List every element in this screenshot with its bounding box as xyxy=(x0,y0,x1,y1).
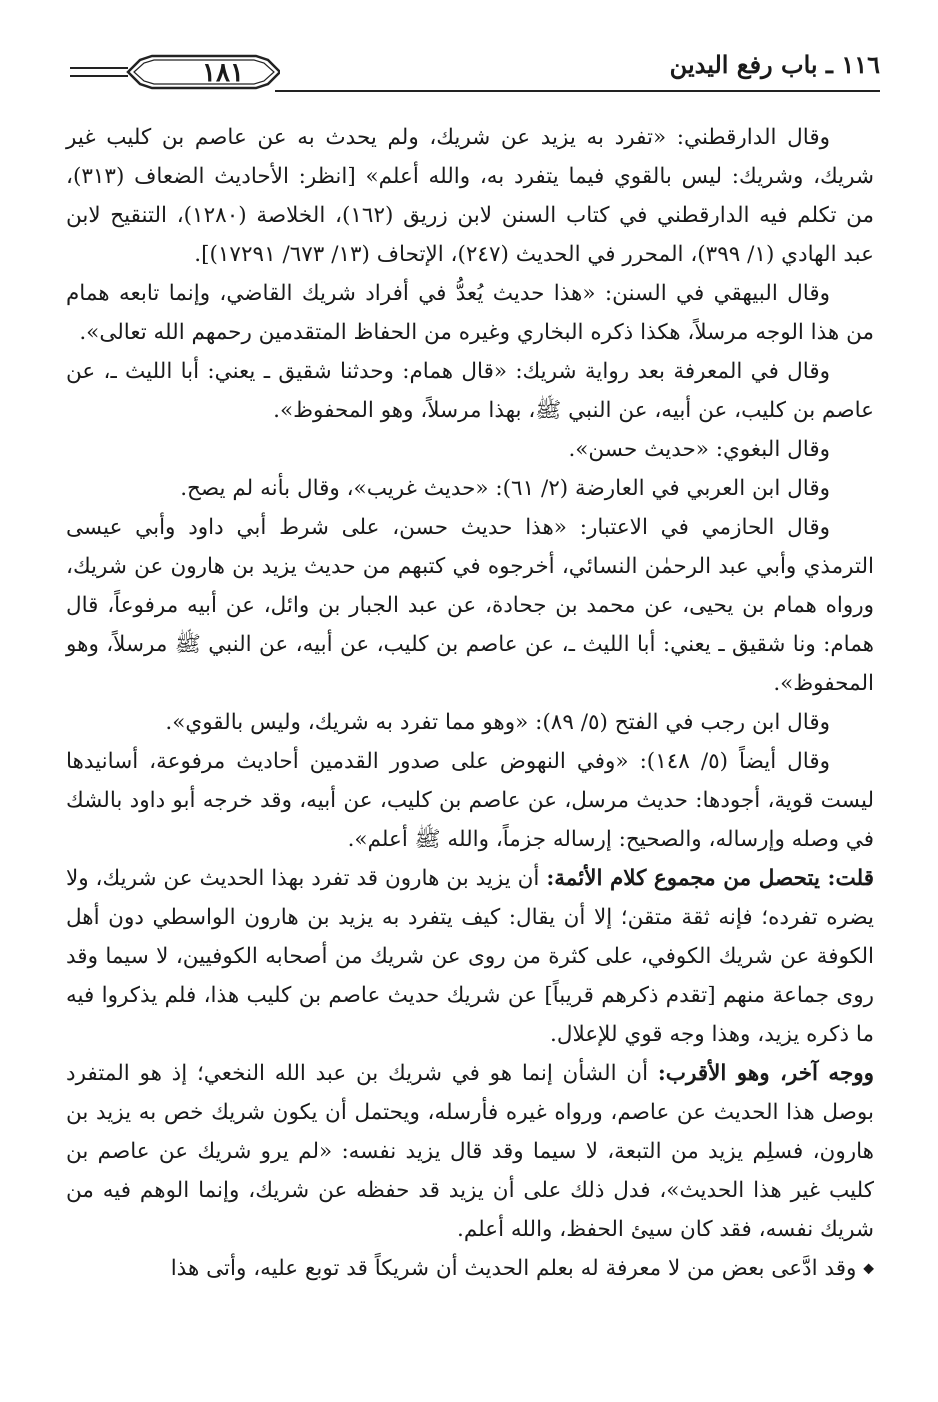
paragraph-ibn-arabi xyxy=(66,469,874,508)
paragraph-conclusion xyxy=(66,859,874,1054)
paragraph-text: وقال الحازمي في الاعتبار: «هذا حديث حسن، على شرط أبي داود وأبي عيسى الترمذي وأبي عبد الرحمٰن النسائي، أخرجوه في كتبهم من حديث يزيد بن هارون عن شريك، ورواه همام بن يحيى، عن محمد بن جحادة، عن عبد الجبار بن وائل، عن أبيه مرفوعاً، قال همام: ونا شقيق ـ يعني: أبا الليث ـ، عن عاصم بن كليب، عن أبيه، عن النبي ﷺ مرسلاً، وهو المحفوظ». xyxy=(66,515,874,696)
paragraph-lead: قلت: يتحصل من مجموع كلام الأئمة: xyxy=(546,866,874,891)
paragraph-ibn-rajab-2 xyxy=(66,742,874,859)
paragraph-text: أن الشأن إنما هو في شريك بن عبد الله النخعي؛ إذ هو المتفرد بوصل هذا الحديث عن عاصم، ورواه غيره فأرسله، ويحتمل أن يكون شريك خص به يزيد بن هارون، فسلِم يزيد من التبعة، لا سيما وقد قال يزيد نفسه: «لم يرو شريك عن عاصم بن كليب غير هذا الحديث»، فدل ذلك على أن يزيد قد حفظه عن شريك، وإنما الوهم فيه من شريك نفسه، فقد كان سيئ الحفظ، والله أعلم. xyxy=(66,1061,874,1242)
paragraph-text: وقال البيهقي في السنن: «هذا حديث يُعدُّ في أفراد شريك القاضي، وإنما تابعه همام من هذا الوجه مرسلاً، هكذا ذكره البخاري وغيره من الحفاظ المتقدمين رحمهم الله تعالى». xyxy=(66,281,874,345)
header-rule xyxy=(275,90,880,92)
main-text xyxy=(66,118,874,1289)
running-title: ١١٦ ـ باب رفع اليدين xyxy=(669,50,880,79)
page-number: ١٨١ xyxy=(202,58,244,88)
paragraph-daraqutni xyxy=(66,118,874,274)
paragraph-text: وقال ابن العربي في العارضة (٢/ ٦١): «حديث غريب»، وقال بأنه لم يصح. xyxy=(180,476,830,501)
paragraph-marifa xyxy=(66,352,874,430)
paragraph-other-view xyxy=(66,1054,874,1249)
paragraph-text: وقال في المعرفة بعد رواية شريك: «قال همام: وحدثنا شقيق ـ يعني: أبا الليث ـ، عن عاصم بن كليب، عن أبيه، عن النبي ﷺ، بهذا مرسلاً، وهو المحفوظ». xyxy=(66,359,874,423)
paragraph-text: وقال الدارقطني: «تفرد به يزيد عن شريك، ولم يحدث به عن عاصم بن كليب غير شريك، وشريك: ليس بالقوي فيما يتفرد به، والله أعلم» [انظر: الأحاديث الضعاف (٣١٣)، من تكلم فيه الدارقطني في كتاب السنن لابن زريق (١٦٢)، الخلاصة (١٢٨٠)، التنقيح لابن عبد الهادي (١/ ٣٩٩)، المحرر في الحديث (٢٤٧)، الإتحاف (١٣/ ٦٧٣/ ١٧٢٩١)]. xyxy=(66,125,874,267)
paragraph-text: وقد ادَّعى بعض من لا معرفة له بعلم الحديث أن شريكاً قد توبع عليه، وأتى هذا xyxy=(170,1256,857,1281)
paragraph-text: وقال ابن رجب في الفتح (٥/ ٨٩): «وهو مما تفرد به شريك، وليس بالقوي». xyxy=(165,710,830,735)
paragraph-ibn-rajab xyxy=(66,703,874,742)
paragraph-text: أن يزيد بن هارون قد تفرد بهذا الحديث عن شريك، ولا يضره تفرده؛ فإنه ثقة متقن؛ إلا أن يقال: كيف يتفرد به يزيد بن هارون الواسطي دون أهل الكوفة عن شريك الكوفي، على كثرة من روى عن شريك من أصحابه الكوفيين، لا سيما وقد روى جماعة منهم [تقدم ذكرهم قريباً] عن شريك حديث عاصم بن كليب هذا، فلم يذكروا فيه ما ذكره يزيد، وهذا وجه قوي للإعلال. xyxy=(66,866,874,1047)
paragraph-baghawi xyxy=(66,430,874,469)
page-header xyxy=(70,44,880,104)
bullet-icon: ◆ xyxy=(863,1260,874,1277)
paragraph-text: وقال أيضاً (٥/ ١٤٨): «وفي النهوض على صدور القدمين أحاديث مرفوعة، أسانيدها ليست قوية، أجودها: حديث مرسل، عن عاصم بن كليب، عن أبيه، وقد خرجه أبو داود بالشك في وصله وإرساله، والصحيح: إرساله جزماً، والله ﷺ أعلم». xyxy=(66,749,874,852)
paragraph-lead: ووجه آخر، وهو الأقرب: xyxy=(657,1061,874,1086)
paragraph-text: وقال البغوي: «حديث حسن». xyxy=(568,437,830,462)
paragraph-hazimi xyxy=(66,508,874,703)
paragraph-final xyxy=(66,1249,874,1289)
paragraph-bayhaqi xyxy=(66,274,874,352)
